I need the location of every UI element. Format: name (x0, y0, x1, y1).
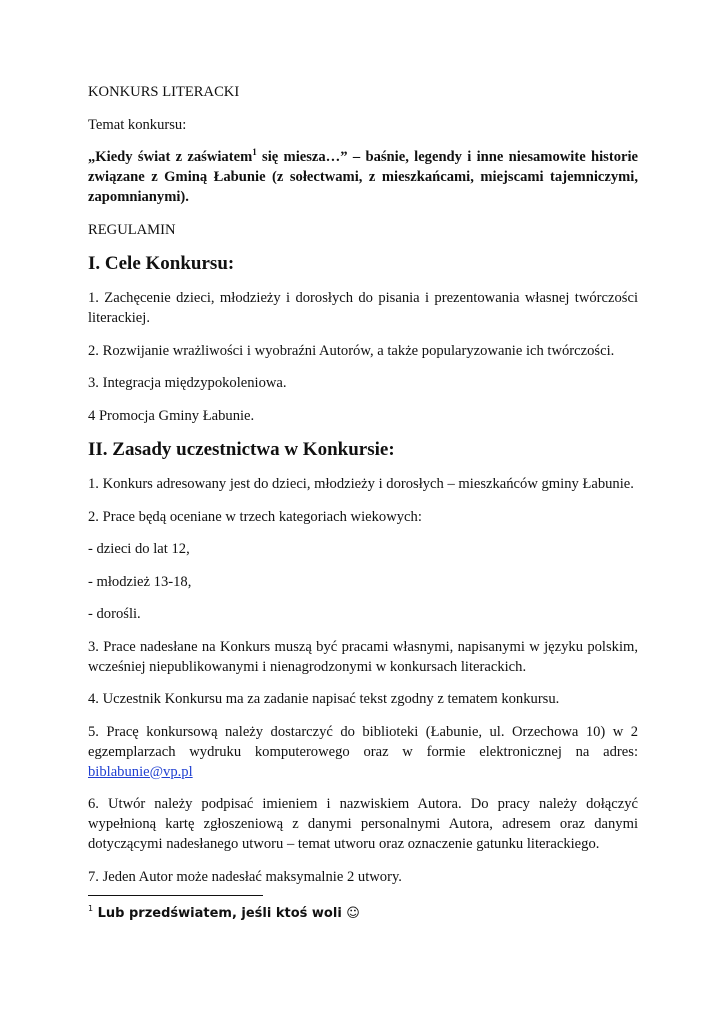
rule-item-5 (88, 722, 638, 782)
rule-item-2: 2. Prace będą oceniane w trzech kategoriach wiekowych: (88, 508, 422, 525)
topic-text-start: „Kiedy świat z zaświatem (88, 149, 253, 165)
footnote-reference[interactable]: 1 (252, 147, 257, 157)
rule-item-6: 6. Utwór należy podpisać imieniem i nazwiskiem Autora. Do pracy należy dołączyć wypełnioną kartę zgłoszeniową z danymi personalnymi Autora, adresem oraz danymi dotyczącymi nadesłanego utworu – temat utworu oraz oznaczenie gatunku literackiego. (88, 796, 638, 852)
age-category-children: - dzieci do lat 12, (88, 541, 190, 557)
footnote (88, 904, 360, 924)
smiley-icon: ☺ (346, 906, 360, 921)
contest-topic (88, 147, 638, 207)
document-heading: KONKURS LITERACKI (88, 84, 240, 100)
rule-item-4: 4. Uczestnik Konkursu ma za zadanie napisać tekst zgodny z tematem konkursu. (88, 691, 560, 707)
email-link[interactable]: biblabunie@vp.pl (88, 763, 193, 780)
goal-item-3: 3. Integracja międzypokoleniowa. (88, 375, 287, 391)
goal-item-2: 2. Rozwijanie wrażliwości i wyobraźni Autorów, a także popularyzowanie ich twórczości. (88, 342, 615, 359)
footnote-number: 1 (88, 904, 94, 913)
topic-text-end: się miesza…” – baśnie, legendy i inne niesamowite historie związane z Gminą Łabunie (z sołectwami, z mieszkańcami, miejscami tajemniczymi, zapomnianymi). (88, 149, 638, 205)
topic-label: Temat konkursu: (88, 116, 187, 133)
footnote-text: Lub przedświatem, jeśli ktoś woli (93, 906, 347, 921)
document-body (88, 82, 638, 899)
rule-item-3: 3. Prace nadesłane na Konkurs muszą być pracami własnymi, napisanymi w języku polskim, wcześniej niepublikowanymi i nienagrodzonymi w konkursach literackich. (88, 638, 638, 675)
regulations-label: REGULAMIN (88, 221, 176, 238)
section-goals-title: I. Cele Konkursu: (88, 253, 235, 274)
age-category-youth: - młodzież 13-18, (88, 573, 192, 590)
rule-item-7: 7. Jeden Autor może nadesłać maksymalnie 2 utwory. (88, 868, 402, 885)
goal-item-1: 1. Zachęcenie dzieci, młodzieży i dorosłych do pisania i prezentowania własnej twórczości literackiej. (88, 290, 638, 326)
age-category-adults: - dorośli. (88, 606, 141, 622)
section-rules-title: II. Zasady uczestnictwa w Konkursie: (88, 439, 395, 460)
rule-item-5-text: 5. Pracę konkursową należy dostarczyć do biblioteki (Łabunie, ul. Orzechowa 10) w 2 egzemplarzach wydruku komputerowego oraz w formie elektronicznej na adres: (88, 723, 638, 760)
goal-item-4: 4 Promocja Gminy Łabunie. (88, 407, 255, 424)
footnote-divider (88, 895, 263, 896)
rule-item-1: 1. Konkurs adresowany jest do dzieci, młodzieży i dorosłych – mieszkańców gminy Łabunie. (88, 476, 634, 492)
